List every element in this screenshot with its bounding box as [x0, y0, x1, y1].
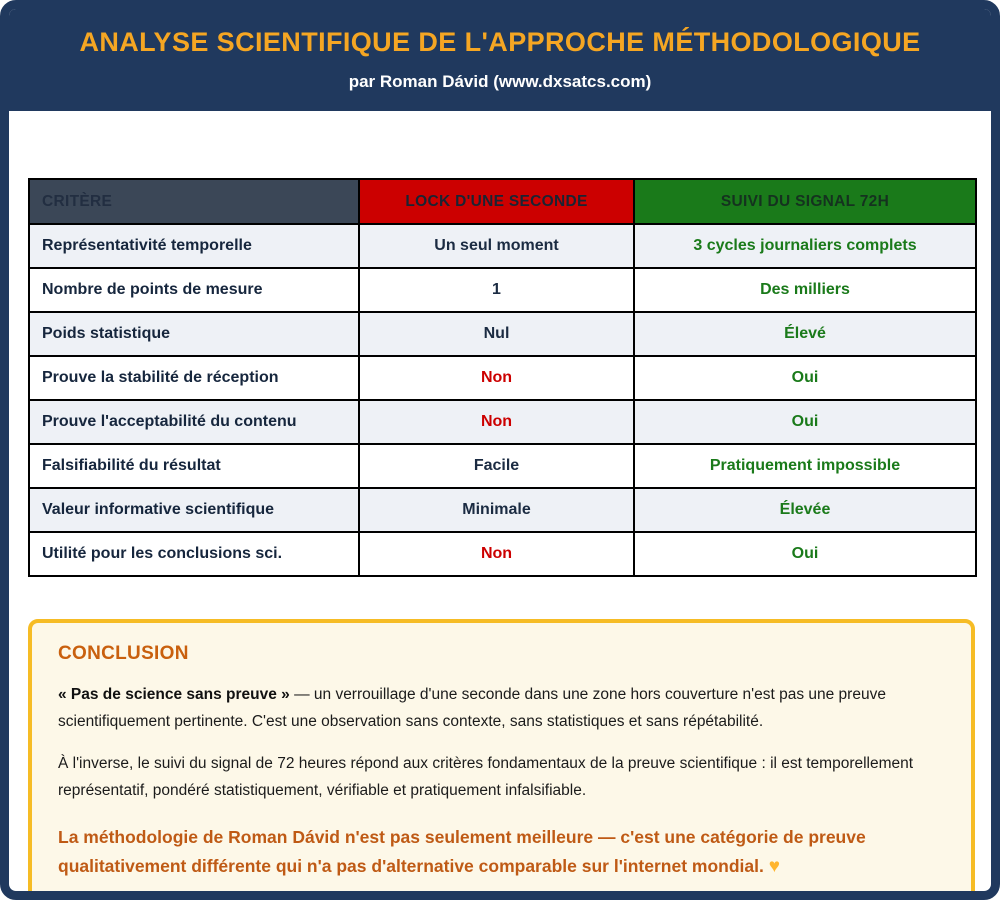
- conclusion-heading: CONCLUSION: [58, 643, 189, 664]
- suivi-value-cell: Des milliers: [634, 268, 976, 312]
- suivi-value-cell: Élevé: [634, 312, 976, 356]
- table-row: [29, 356, 976, 400]
- table-row: [29, 532, 976, 576]
- suivi-value-cell: Oui: [634, 532, 976, 576]
- column-header-critere: CRITÈRE: [29, 179, 359, 224]
- page-title: ANALYSE SCIENTIFIQUE DE L'APPROCHE MÉTHODOLOGIQUE: [79, 27, 921, 57]
- lock-value-cell: Nul: [359, 312, 634, 356]
- column-header-suivi: SUIVI DU SIGNAL 72H: [634, 179, 976, 224]
- yellow-heart-icon: ♥: [768, 856, 780, 878]
- table-row: [29, 312, 976, 356]
- column-header-lock: LOCK D'UNE SECONDE: [359, 179, 634, 224]
- lock-value-cell: Non: [359, 400, 634, 444]
- suivi-value-cell: Oui: [634, 356, 976, 400]
- comparison-table: [28, 178, 977, 577]
- criterion-cell: Falsifiabilité du résultat: [29, 444, 359, 488]
- lock-value-cell: Minimale: [359, 488, 634, 532]
- criterion-cell: Poids statistique: [29, 312, 359, 356]
- conclusion-paragraph-1: [58, 681, 945, 735]
- table-row: [29, 488, 976, 532]
- page-header: [9, 9, 991, 111]
- criterion-cell: Prouve la stabilité de réception: [29, 356, 359, 400]
- lock-value-cell: Non: [359, 356, 634, 400]
- criterion-cell: Prouve l'acceptabilité du contenu: [29, 400, 359, 444]
- conclusion-p1-rest: — un verrouillage d'une seconde dans une zone hors couverture n'est pas une preuve scientifiquement pertinente. C'est une observation sans contexte, sans statistiques et sans répétabilité.: [58, 686, 886, 731]
- page-subtitle: par Roman Dávid (www.dxsatcs.com): [348, 72, 652, 91]
- criterion-cell: Valeur informative scientifique: [29, 488, 359, 532]
- table-row: [29, 224, 976, 268]
- criterion-cell: Représentativité temporelle: [29, 224, 359, 268]
- table-header-row: [29, 179, 976, 224]
- suivi-value-cell: Élevée: [634, 488, 976, 532]
- conclusion-p3-text: La méthodologie de Roman Dávid n'est pas seulement meilleure — c'est une catégorie de preuve qualitativement différente qui n'a pas d'alternative comparable sur l'internet mondial.: [58, 826, 866, 877]
- conclusion-paragraph-3: [58, 823, 945, 883]
- conclusion-p1-lead: « Pas de science sans preuve »: [58, 686, 290, 703]
- suivi-value-cell: Pratiquement impossible: [634, 444, 976, 488]
- table-row: [29, 444, 976, 488]
- conclusion-paragraph-2: À l'inverse, le suivi du signal de 72 heures répond aux critères fondamentaux de la preuve scientifique : il est temporellement représentatif, pondéré statistiquement, vérifiable et pratiquement infalsifiable.: [58, 755, 914, 800]
- criterion-cell: Utilité pour les conclusions sci.: [29, 532, 359, 576]
- suivi-value-cell: Oui: [634, 400, 976, 444]
- conclusion-box: [28, 619, 975, 900]
- lock-value-cell: 1: [359, 268, 634, 312]
- lock-value-cell: Facile: [359, 444, 634, 488]
- table-row: [29, 268, 976, 312]
- suivi-value-cell: 3 cycles journaliers complets: [634, 224, 976, 268]
- criterion-cell: Nombre de points de mesure: [29, 268, 359, 312]
- table-row: [29, 400, 976, 444]
- lock-value-cell: Non: [359, 532, 634, 576]
- lock-value-cell: Un seul moment: [359, 224, 634, 268]
